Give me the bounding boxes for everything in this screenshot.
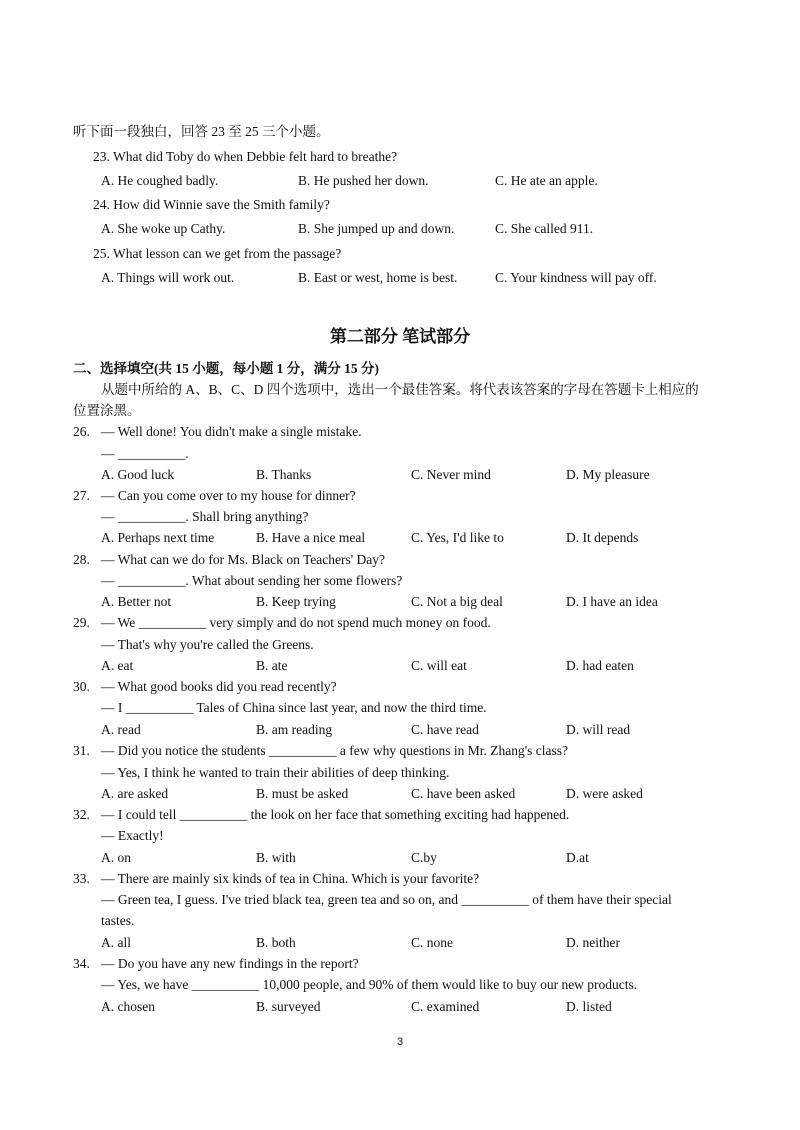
option-c: C. Never mind	[411, 467, 491, 482]
option-a: A. are asked	[101, 786, 169, 801]
option-b: B. ate	[256, 658, 288, 673]
option-c: C. Your kindness will pay off.	[495, 270, 657, 285]
option-c: C. She called 911.	[495, 221, 594, 236]
option-d: D. I have an idea	[566, 594, 658, 609]
option-a: A. He coughed badly.	[101, 173, 219, 188]
option-a: A. chosen	[101, 999, 155, 1014]
option-a: A. read	[101, 722, 141, 737]
option-b: B. She jumped up and down.	[298, 221, 455, 236]
option-d: D. My pleasure	[566, 467, 650, 482]
dialogue-line: — What can we do for Ms. Black on Teachers' Day?	[101, 552, 386, 567]
option-b: B. must be asked	[256, 786, 349, 801]
dialogue-line: — Exactly!	[101, 828, 164, 843]
option-b: B. Thanks	[256, 467, 312, 482]
option-c: C. Not a big deal	[411, 594, 503, 609]
question-stem: 23. What did Toby do when Debbie felt hard to breathe?	[93, 149, 398, 164]
option-b: B. Keep trying	[256, 594, 336, 609]
question-number: 27.	[73, 488, 90, 503]
dialogue-line: — Yes, we have __________ 10,000 people, and 90% of them would like to buy our new products.	[101, 977, 638, 992]
option-c: C. examined	[411, 999, 480, 1014]
option-a: A. Better not	[101, 594, 172, 609]
question-number: 31.	[73, 743, 90, 758]
section-heading: 二、选择填空(共 15 小题，每小题 1 分，满分 15 分)	[73, 361, 379, 376]
dialogue-line: — __________.	[101, 446, 189, 461]
option-a: A. Good luck	[101, 467, 175, 482]
dialogue-line: — We __________ very simply and do not spend much money on food.	[101, 615, 491, 630]
option-d: D. neither	[566, 935, 620, 950]
question-number: 33.	[73, 871, 90, 886]
dialogue-line: — I __________ Tales of China since last year, and now the third time.	[101, 700, 487, 715]
dialogue-line: — Well done! You didn't make a single mistake.	[101, 424, 362, 439]
dialogue-line: tastes.	[101, 913, 135, 928]
question-number: 28.	[73, 552, 90, 567]
dialogue-line: — Green tea, I guess. I've tried black tea, green tea and so on, and __________ of them have their special	[101, 892, 672, 907]
question-number: 26.	[73, 424, 90, 439]
dialogue-line: — __________. What about sending her some flowers?	[101, 573, 403, 588]
option-c: C. Yes, I'd like to	[411, 530, 504, 545]
dialogue-line: — What good books did you read recently?	[101, 679, 337, 694]
page-number: 3	[396, 1036, 404, 1048]
option-c: C. none	[411, 935, 453, 950]
option-c: C. will eat	[411, 658, 467, 673]
instruction-line: 从题中所给的 A、B、C、D 四个选项中，选出一个最佳答案。将代表该答案的字母在答题卡上相应的	[101, 382, 699, 397]
option-b: B. with	[256, 850, 296, 865]
question-number: 32.	[73, 807, 90, 822]
question-stem: 24. How did Winnie save the Smith family?	[93, 197, 330, 212]
option-a: A. eat	[101, 658, 134, 673]
option-c: C. He ate an apple.	[495, 173, 598, 188]
option-a: A. all	[101, 935, 131, 950]
option-c: C. have been asked	[411, 786, 516, 801]
option-d: D.at	[566, 850, 589, 865]
option-b: B. am reading	[256, 722, 333, 737]
dialogue-line: — __________. Shall bring anything?	[101, 509, 309, 524]
option-b: B. surveyed	[256, 999, 321, 1014]
option-a: A. She woke up Cathy.	[101, 221, 226, 236]
dialogue-line: — There are mainly six kinds of tea in China. Which is your favorite?	[101, 871, 480, 886]
part-title: 第二部分 笔试部分	[329, 327, 471, 346]
option-c: C. have read	[411, 722, 479, 737]
option-b: B. He pushed her down.	[298, 173, 429, 188]
option-a: A. on	[101, 850, 131, 865]
option-b: B. East or west, home is best.	[298, 270, 458, 285]
option-a: A. Things will work out.	[101, 270, 235, 285]
option-d: D. It depends	[566, 530, 639, 545]
dialogue-line: — Do you have any new findings in the report?	[101, 956, 359, 971]
question-number: 29.	[73, 615, 90, 630]
option-d: D. had eaten	[566, 658, 634, 673]
question-number: 30.	[73, 679, 90, 694]
option-b: B. both	[256, 935, 296, 950]
option-c: C.by	[411, 850, 437, 865]
option-d: D. will read	[566, 722, 631, 737]
option-a: A. Perhaps next time	[101, 530, 215, 545]
dialogue-line: — Can you come over to my house for dinner?	[101, 488, 356, 503]
listening-intro: 听下面一段独白，回答 23 至 25 三个小题。	[73, 124, 330, 139]
option-b: B. Have a nice meal	[256, 530, 366, 545]
question-stem: 25. What lesson can we get from the passage?	[93, 246, 342, 261]
instruction-line: 位置涂黑。	[73, 403, 141, 418]
question-number: 34.	[73, 956, 90, 971]
option-d: D. were asked	[566, 786, 643, 801]
dialogue-line: — Did you notice the students __________ a few why questions in Mr. Zhang's class?	[101, 743, 568, 758]
dialogue-line: — I could tell __________ the look on her face that something exciting had happened.	[101, 807, 570, 822]
dialogue-line: — Yes, I think he wanted to train their abilities of deep thinking.	[101, 765, 450, 780]
dialogue-line: — That's why you're called the Greens.	[101, 637, 314, 652]
option-d: D. listed	[566, 999, 612, 1014]
